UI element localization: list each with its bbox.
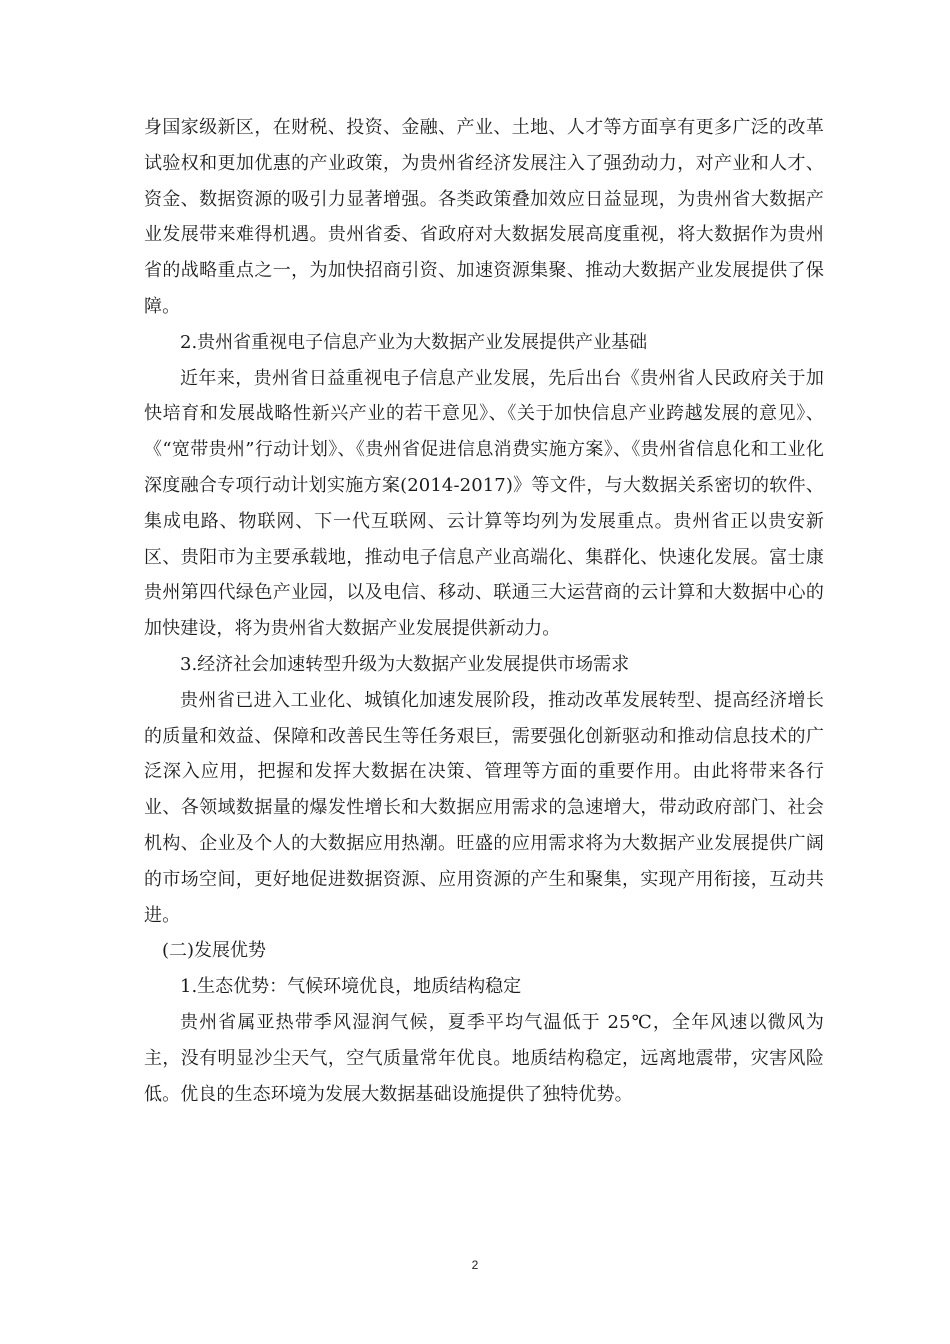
paragraph-policy-continuation: 身国家级新区，在财税、投资、金融、产业、土地、人才等方面享有更多广泛的改革试验权和更加优惠的产业政策，为贵州省经济发展注入了强劲动力，对产业和人才、资金、数据资源的吸引力显著增强。各类政策叠加效应日益显现，为贵州省大数据产业发展带来难得机遇。贵州省委、省政府对大数据发展高度重视，将大数据作为贵州省的战略重点之一，为加快招商引资、加速资源集聚、推动大数据产业发展提供了保障。 xyxy=(144,117,824,317)
paragraph-market-demand: 贵州省已进入工业化、城镇化加速发展阶段，推动改革发展转型、提高经济增长的质量和效益、保障和改善民生等任务艰巨，需要强化创新驱动和推动信息技术的广泛深入应用，把握和发挥大数据在决策、管理等方面的重要作用。由此将带来各行业、各领域数据量的爆发性增长和大数据应用需求的急速增大，带动政府部门、社会机构、企业及个人的大数据应用热潮。旺盛的应用需求将为大数据产业发展提供广阔的市场空间，更好地促进数据资源、应用资源的产生和聚集，实现产用衔接，互动共进。 xyxy=(144,689,824,926)
page-number: 2 xyxy=(471,1258,479,1272)
heading-market-demand: 3.经济社会加速转型升级为大数据产业发展提供市场需求 xyxy=(180,653,630,675)
heading-electronic-info-industry: 2.贵州省重视电子信息产业为大数据产业发展提供产业基础 xyxy=(180,331,648,353)
paragraph-ecological-advantage: 贵州省属亚热带季风湿润气候，夏季平均气温低于 25℃，全年风速以微风为主，没有明显沙尘天气，空气质量常年优良。地质结构稳定，远离地震带，灾害风险低。优良的生态环境为发展大数据基础设施提供了独特优势。 xyxy=(144,1011,824,1105)
heading-ecological-advantage: 1.生态优势：气候环境优良，地质结构稳定 xyxy=(180,976,522,998)
document-body xyxy=(144,110,824,1112)
section-heading-advantages: (二)发展优势 xyxy=(162,940,267,962)
paragraph-electronic-info-industry: 近年来，贵州省日益重视电子信息产业发展，先后出台《贵州省人民政府关于加快培育和发展战略性新兴产业的若干意见》、《关于加快信息产业跨越发展的意见》、《“宽带贵州”行动计划》、《贵州省促进信息消费实施方案》、《贵州省信息化和工业化深度融合专项行动计划实施方案(2014-2017)》等文件，与大数据关系密切的软件、集成电路、物联网、下一代互联网、云计算等均列为发展重点。贵州省正以贵安新区、贵阳市为主要承载地，推动电子信息产业高端化、集群化、快速化发展。富士康贵州第四代绿色产业园，以及电信、移动、联通三大运营商的云计算和大数据中心的加快建设，将为贵州省大数据产业发展提供新动力。 xyxy=(144,367,824,640)
